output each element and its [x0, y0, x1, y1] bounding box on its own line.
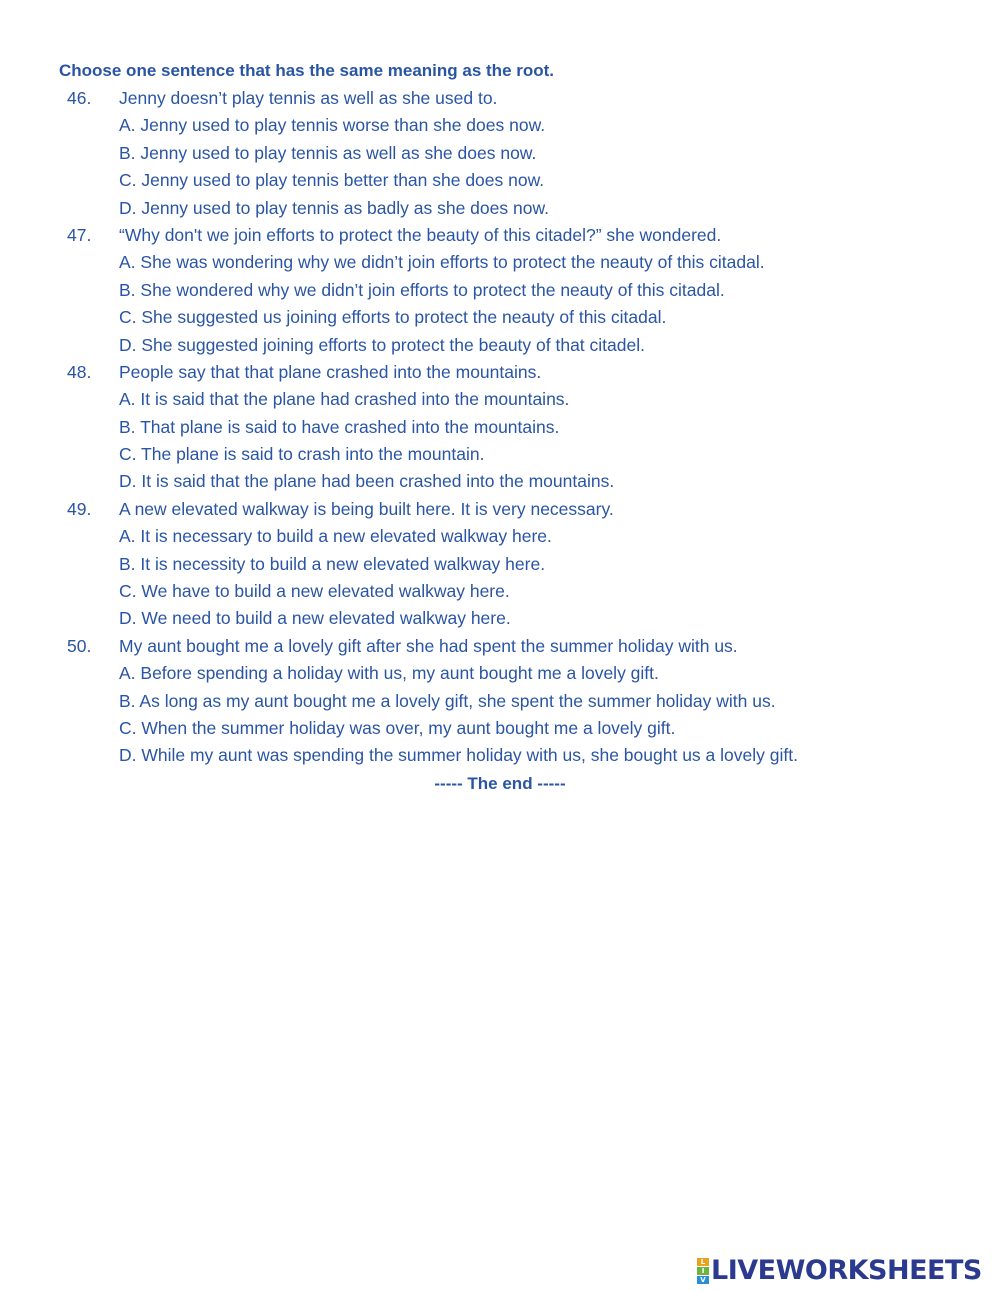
- option-a[interactable]: A. She was wondering why we didn’t join efforts to protect the neauty of this citadal.: [119, 252, 765, 273]
- option-row[interactable]: [0, 717, 1000, 744]
- option-d[interactable]: D. We need to build a new elevated walkway here.: [119, 608, 511, 629]
- liveworksheets-logo: [697, 1256, 982, 1286]
- option-d[interactable]: D. Jenny used to play tennis as badly as she does now.: [119, 197, 549, 218]
- option-b[interactable]: B. It is necessity to build a new elevated walkway here.: [119, 553, 546, 574]
- option-a[interactable]: A. It is said that the plane had crashed into the mountains.: [119, 389, 570, 410]
- question-row: [0, 87, 1000, 114]
- question-text: My aunt bought me a lovely gift after she had spent the summer holiday with us.: [119, 635, 738, 656]
- question-number: 50.: [67, 635, 92, 656]
- option-row[interactable]: [0, 197, 1000, 224]
- question-text: “Why don't we join efforts to protect the beauty of this citadel?” she wondered.: [119, 224, 722, 245]
- instruction-heading: Choose one sentence that has the same meaning as the root.: [59, 61, 555, 80]
- option-a[interactable]: A. Before spending a holiday with us, my aunt bought me a lovely gift.: [119, 663, 659, 684]
- option-row[interactable]: [0, 443, 1000, 470]
- question-text: Jenny doesn’t play tennis as well as she used to.: [119, 88, 498, 108]
- option-row[interactable]: [0, 553, 1000, 580]
- logo-block-i: I: [697, 1267, 709, 1275]
- option-c[interactable]: C. When the summer holiday was over, my aunt bought me a lovely gift.: [119, 717, 676, 738]
- question-number: 47.: [67, 224, 92, 245]
- option-b[interactable]: B. As long as my aunt bought me a lovely gift, she spent the summer holiday with us.: [119, 690, 776, 711]
- option-row[interactable]: [0, 607, 1000, 634]
- option-row[interactable]: [0, 306, 1000, 333]
- question-text: People say that that plane crashed into the mountains.: [119, 361, 542, 382]
- option-b[interactable]: B. She wondered why we didn’t join efforts to protect the neauty of this citadal.: [119, 279, 725, 300]
- option-row[interactable]: [0, 114, 1000, 141]
- option-row[interactable]: [0, 169, 1000, 196]
- option-row[interactable]: [0, 251, 1000, 278]
- logo-blocks-icon: [697, 1258, 709, 1284]
- question-row: [0, 224, 1000, 251]
- option-c[interactable]: C. Jenny used to play tennis better than she does now.: [119, 170, 545, 191]
- question-number: 46.: [67, 88, 92, 108]
- option-c[interactable]: C. She suggested us joining efforts to protect the neauty of this citadal.: [119, 307, 667, 328]
- the-end-label: ----- The end -----: [434, 774, 566, 793]
- option-c[interactable]: C. The plane is said to crash into the mountain.: [119, 444, 485, 465]
- option-row[interactable]: [0, 416, 1000, 443]
- option-a[interactable]: A. It is necessary to build a new elevated walkway here.: [119, 526, 552, 547]
- question-row: [0, 635, 1000, 662]
- option-row[interactable]: [0, 334, 1000, 361]
- option-row[interactable]: [0, 470, 1000, 497]
- question-number: 49.: [67, 498, 92, 519]
- option-row[interactable]: [0, 580, 1000, 607]
- option-d[interactable]: D. It is said that the plane had been crashed into the mountains.: [119, 471, 615, 492]
- option-d[interactable]: D. She suggested joining efforts to protect the beauty of that citadel.: [119, 334, 645, 355]
- question-list: [0, 87, 1000, 772]
- logo-block-v: V: [697, 1276, 709, 1284]
- option-b[interactable]: B. That plane is said to have crashed into the mountains.: [119, 416, 560, 437]
- option-row[interactable]: [0, 388, 1000, 415]
- option-c[interactable]: C. We have to build a new elevated walkway here.: [119, 581, 510, 602]
- question-row: [0, 498, 1000, 525]
- option-d[interactable]: D. While my aunt was spending the summer holiday with us, she bought us a lovely gift.: [119, 745, 798, 766]
- option-row[interactable]: [0, 744, 1000, 771]
- option-row[interactable]: [0, 525, 1000, 552]
- logo-block-l: L: [697, 1258, 709, 1266]
- option-b[interactable]: B. Jenny used to play tennis as well as she does now.: [119, 142, 537, 163]
- option-a[interactable]: A. Jenny used to play tennis worse than she does now.: [119, 115, 546, 136]
- question-row: [0, 361, 1000, 388]
- option-row[interactable]: [0, 662, 1000, 689]
- option-row[interactable]: [0, 690, 1000, 717]
- logo-wordmark: LIVEWORKSHEETS: [711, 1255, 982, 1286]
- option-row[interactable]: [0, 142, 1000, 169]
- question-text: A new elevated walkway is being built here. It is very necessary.: [119, 498, 614, 519]
- option-row[interactable]: [0, 279, 1000, 306]
- question-number: 48.: [67, 361, 92, 382]
